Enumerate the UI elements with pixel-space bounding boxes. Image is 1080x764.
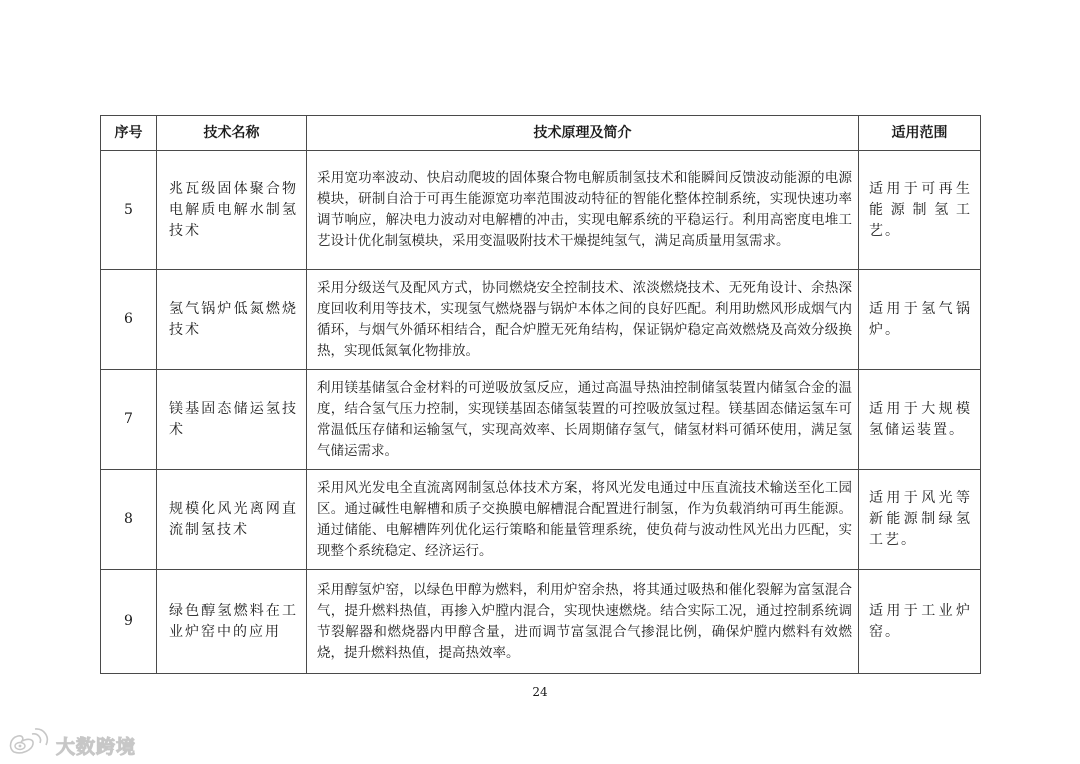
- watermark-text: 大数跨境: [56, 735, 137, 758]
- application-scope: 适用于工业炉窑。: [859, 570, 981, 674]
- technology-table: [100, 115, 981, 674]
- application-scope: 适用于大规模氢储运装置。: [859, 370, 981, 470]
- table-row: [101, 570, 981, 674]
- header-technology-name: 技术名称: [157, 116, 307, 151]
- technology-name: 规模化风光离网直流制氢技术: [157, 470, 307, 570]
- row-number: 9: [101, 570, 157, 674]
- row-number: 5: [101, 151, 157, 270]
- technology-description: 采用宽功率波动、快启动爬坡的固体聚合物电解质制氢技术和能瞬间反馈波动能源的电源模块，研制自洽于可再生能源宽功率范围波动特征的智能化整体控制系统，实现快速功率调节响应，解决电力波动对电解槽的冲击，实现电解系统的平稳运行。利用高密度电堆工艺设计优化制氢模块，采用变温吸附技术干燥提纯氢气，满足高质量用氢需求。: [307, 151, 859, 270]
- page-number: 24: [532, 685, 548, 699]
- technology-description: 采用醇氢炉窑，以绿色甲醇为燃料，利用炉窑余热，将其通过吸热和催化裂解为富氢混合气，提升燃料热值，再掺入炉膛内混合，实现快速燃烧。结合实际工况，通过控制系统调节裂解器和燃烧器内甲醇含量，进而调节富氢混合气掺混比例，确保炉膛内燃料有效燃烧，提升燃料热值，提高热效率。: [307, 570, 859, 674]
- header-serial-number: 序号: [101, 116, 157, 151]
- table-row: [101, 270, 981, 370]
- row-number: 6: [101, 270, 157, 370]
- row-number: 7: [101, 370, 157, 470]
- table-row: [101, 370, 981, 470]
- row-number: 8: [101, 470, 157, 570]
- watermark: [8, 728, 136, 762]
- technology-description: 采用风光发电全直流离网制氢总体技术方案，将风光发电通过中压直流技术输送至化工园区。通过碱性电解槽和质子交换膜电解槽混合配置进行制氢，作为负载消纳可再生能源。通过储能、电解槽阵列优化运行策略和能量管理系统，使负荷与波动性风光出力匹配，实现整个系统稳定、经济运行。: [307, 470, 859, 570]
- application-scope: 适用于风光等新能源制绿氢工艺。: [859, 470, 981, 570]
- application-scope: 适用于可再生能源制氢工艺。: [859, 151, 981, 270]
- header-principle-intro: 技术原理及简介: [307, 116, 859, 151]
- application-scope: 适用于氢气锅炉。: [859, 270, 981, 370]
- technology-description: 采用分级送气及配风方式，协同燃烧安全控制技术、浓淡燃烧技术、无死角设计、余热深度回收利用等技术，实现氢气燃烧器与锅炉本体之间的良好匹配。利用助燃风形成烟气内循环，与烟气外循环相结合，配合炉膛无死角结构，保证锅炉稳定高效燃烧及高效分级换热，实现低氮氧化物排放。: [307, 270, 859, 370]
- weibo-logo-icon: [8, 728, 50, 762]
- table-row: [101, 470, 981, 570]
- technology-name: 氢气锅炉低氮燃烧技术: [157, 270, 307, 370]
- technology-name: 绿色醇氢燃料在工业炉窑中的应用: [157, 570, 307, 674]
- technology-description: 利用镁基储氢合金材料的可逆吸放氢反应，通过高温导热油控制储氢装置内储氢合金的温度，结合氢气压力控制，实现镁基固态储氢装置的可控吸放氢过程。镁基固态储运氢车可常温低压存储和运输氢气，实现高效率、长周期储存氢气，储氢材料可循环使用，满足氢气储运需求。: [307, 370, 859, 470]
- table-header-row: [101, 116, 981, 151]
- table-row: [101, 151, 981, 270]
- technology-name: 兆瓦级固体聚合物电解质电解水制氢技术: [157, 151, 307, 270]
- technology-name: 镁基固态储运氢技术: [157, 370, 307, 470]
- header-application-scope: 适用范围: [859, 116, 981, 151]
